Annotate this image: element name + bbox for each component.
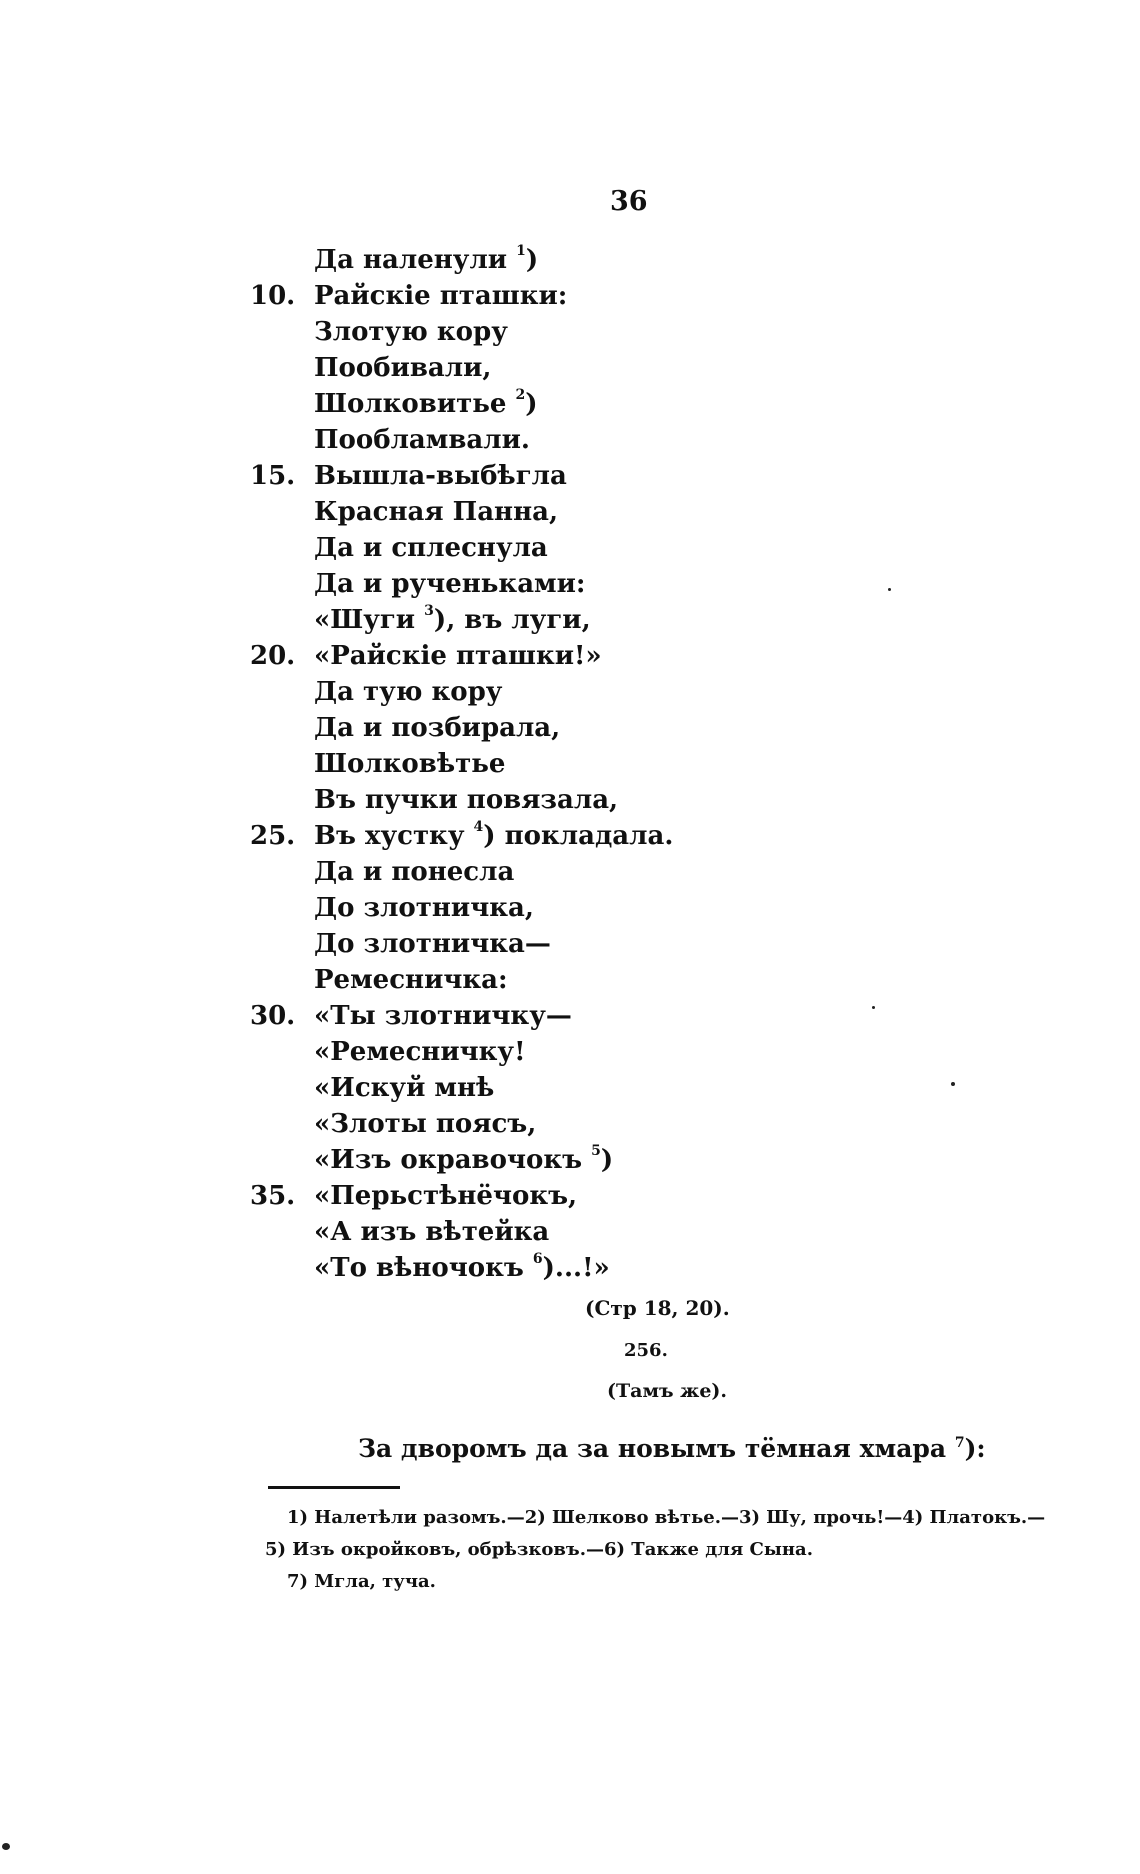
line-number: 10. <box>250 281 296 311</box>
verse-text: «Злоты поясъ, <box>314 1109 537 1139</box>
footnote-ref: 1 <box>516 243 526 259</box>
footnote-line: 1) Налетѣли разомъ.—2) Шелково вѣтье.—3) Шу, прочь!—4) Платокъ.— <box>287 1507 1046 1528</box>
verse-text: «Шуги <box>314 605 416 635</box>
verse-line <box>250 350 750 386</box>
verse-line <box>250 422 750 458</box>
first-line-text: За дворомъ да за новымъ тёмная хмара <box>358 1434 947 1463</box>
verse-line <box>250 674 750 710</box>
footnote-ref: 4 <box>473 819 484 835</box>
verse-tail: ) покладала. <box>483 821 674 851</box>
first-line-tail: ): <box>964 1434 986 1463</box>
verse-line <box>250 710 750 746</box>
verse-text: Красная Панна, <box>314 497 559 527</box>
verse-line <box>250 278 750 314</box>
verse-text: Шолковитье <box>314 389 507 419</box>
verse-text: До злотничка— <box>314 929 551 959</box>
ink-speck <box>951 1082 955 1086</box>
verse-text: Да наленули <box>314 245 508 275</box>
line-number: 20. <box>250 641 296 671</box>
verse-line <box>250 494 750 530</box>
verse-line <box>250 458 750 494</box>
footnote-ref: 6 <box>532 1251 543 1267</box>
verse-text: «То вѣночокъ <box>314 1253 524 1283</box>
verse-text: Злотую кору <box>314 317 508 347</box>
verse-text: Въ хустку <box>314 821 465 851</box>
verse-line <box>250 1250 750 1286</box>
page-number: 36 <box>610 186 648 217</box>
line-number: 30. <box>250 1001 296 1031</box>
verse-tail: )...!» <box>542 1253 610 1283</box>
verse-tail: ), въ луги, <box>433 605 591 635</box>
verse-text: До злотничка, <box>314 893 534 923</box>
verse-text: Вышла-выбѣгла <box>314 461 567 491</box>
footnote-ref: 3 <box>424 603 434 619</box>
verse-tail: ) <box>525 389 538 419</box>
footnote-ref: 5 <box>591 1143 601 1159</box>
footnote-ref: 2 <box>515 387 526 403</box>
verse-text: Пообивали, <box>314 353 492 383</box>
next-song-first-line <box>358 1434 986 1463</box>
verse-tail: ) <box>525 245 539 275</box>
verse-line <box>250 314 750 350</box>
verse-text: «Ты злотничку— <box>314 1001 572 1031</box>
verse-text: Шолковѣтье <box>314 749 506 779</box>
verse-line <box>250 530 750 566</box>
footnote-line: 7) Мгла, туча. <box>287 1571 436 1592</box>
verse-text: Пообламвали. <box>314 425 530 455</box>
verse-line <box>250 746 750 782</box>
verse-text: Да и позбирала, <box>314 713 561 743</box>
poem-verse <box>250 242 750 1286</box>
verse-text: «Райскіе пташки!» <box>314 641 602 671</box>
source-reference: (Стр 18, 20). <box>585 1296 730 1320</box>
verse-line <box>250 1106 750 1142</box>
verse-text: «Искуй мнѣ <box>314 1073 495 1103</box>
verse-line <box>250 782 750 818</box>
verse-line <box>250 962 750 998</box>
footnote-ref: 7 <box>954 1435 965 1451</box>
verse-line <box>250 242 750 278</box>
verse-text: Да тую кору <box>314 677 503 707</box>
verse-line <box>250 1178 750 1214</box>
footnote-line: 5) Изъ окройковъ, обрѣзковъ.—6) Также для Сына. <box>265 1539 813 1560</box>
verse-text: Ремесничка: <box>314 965 508 995</box>
verse-line <box>250 638 750 674</box>
footnotes <box>265 1502 1045 1598</box>
verse-line <box>250 926 750 962</box>
verse-text: Да и сплеснула <box>314 533 548 563</box>
ink-speck <box>2 1843 10 1850</box>
verse-text: Да и рученьками: <box>314 569 586 599</box>
verse-text: Райскіе пташки: <box>314 281 568 311</box>
line-number: 15. <box>250 461 296 491</box>
ink-speck <box>872 1006 875 1009</box>
song-number: 256. <box>624 1340 668 1361</box>
footnote-divider <box>268 1486 400 1489</box>
verse-line <box>250 1214 750 1250</box>
verse-line <box>250 1034 750 1070</box>
verse-line <box>250 998 750 1034</box>
verse-text: «Ремесничку! <box>314 1037 526 1067</box>
ink-speck <box>888 588 891 591</box>
verse-text: «Перьстѣнёчокъ, <box>314 1181 578 1211</box>
verse-line <box>250 1142 750 1178</box>
verse-text: «Изъ окравочокъ <box>314 1145 583 1175</box>
song-place-note: (Тамъ же). <box>607 1380 728 1402</box>
verse-line <box>250 1070 750 1106</box>
verse-line <box>250 386 750 422</box>
verse-line <box>250 890 750 926</box>
verse-tail: ) <box>600 1145 614 1175</box>
verse-text: Да и понесла <box>314 857 515 887</box>
verse-line <box>250 566 750 602</box>
verse-line <box>250 818 750 854</box>
verse-line <box>250 602 750 638</box>
line-number: 35. <box>250 1181 296 1211</box>
verse-text: «А изъ вѣтейка <box>314 1217 550 1247</box>
line-number: 25. <box>250 821 296 851</box>
verse-text: Въ пучки повязала, <box>314 785 619 815</box>
verse-line <box>250 854 750 890</box>
